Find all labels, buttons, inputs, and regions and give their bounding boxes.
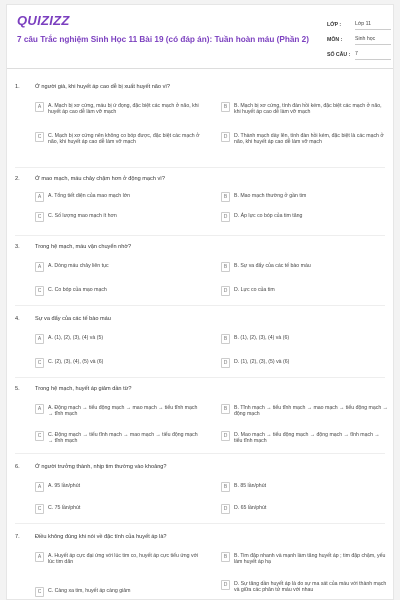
option-text: C. (2), (3), (4), (5) và (6) bbox=[48, 359, 104, 365]
option-c[interactable] bbox=[35, 588, 203, 597]
option-letter-box: A bbox=[35, 262, 44, 272]
meta-row-subject bbox=[327, 30, 391, 45]
option-letter-box: C bbox=[35, 132, 44, 142]
question-4 bbox=[7, 313, 394, 366]
option-b[interactable] bbox=[221, 193, 389, 202]
divider bbox=[15, 523, 385, 524]
option-text: C. Co bóp của mạo mạch bbox=[48, 287, 107, 293]
option-letter-box: D bbox=[221, 580, 230, 590]
option-a[interactable] bbox=[35, 405, 203, 418]
option-text: B. Tim đập nhanh và mạnh làm tăng huyết áp ; tim đập chậm, yếu làm huyết áp hạ bbox=[234, 553, 386, 566]
divider bbox=[15, 235, 385, 236]
question-text: Trong hệ mạch, huyết áp giảm dần từ? bbox=[35, 386, 132, 392]
quizizz-logo: QUIZIZZ bbox=[17, 13, 70, 28]
question-text: Ở người trưởng thành, nhịp tim thường vào khoảng? bbox=[35, 464, 167, 470]
option-letter-box: A bbox=[35, 102, 44, 112]
question-1 bbox=[7, 81, 394, 146]
option-c[interactable] bbox=[35, 359, 203, 368]
option-b[interactable] bbox=[221, 335, 389, 344]
divider bbox=[15, 305, 385, 306]
option-text: A. 95 lần/phút bbox=[48, 483, 81, 489]
option-letter-box: A bbox=[35, 404, 44, 414]
divider bbox=[15, 453, 385, 454]
option-c[interactable] bbox=[35, 287, 203, 296]
meta-key: SỐ CÂU : bbox=[327, 52, 351, 58]
option-text: B. Mao mạch thường ở gần tim bbox=[234, 193, 307, 199]
question-number: 6. bbox=[15, 464, 20, 470]
option-letter-box: B bbox=[221, 102, 230, 112]
option-c[interactable] bbox=[35, 213, 203, 222]
question-7 bbox=[7, 531, 394, 595]
option-a[interactable] bbox=[35, 263, 203, 272]
question-number: 5. bbox=[15, 386, 20, 392]
meta-info bbox=[327, 15, 391, 60]
option-letter-box: D bbox=[221, 212, 230, 222]
option-text: A. (1), (2), (3), (4) và (5) bbox=[48, 335, 104, 341]
question-text: Ở người già, khi huyết áp cao dễ bị xuất huyết não vì? bbox=[35, 84, 171, 90]
option-a[interactable] bbox=[35, 553, 203, 566]
option-text: B. Tĩnh mạch → tiểu tĩnh mạch → mao mạch → tiểu động mạch → động mạch bbox=[234, 405, 388, 418]
option-text: A. Tổng tiết diện của mao mạch lớn bbox=[48, 193, 131, 199]
worksheet-page bbox=[6, 4, 394, 600]
question-2 bbox=[7, 173, 394, 220]
option-letter-box: C bbox=[35, 358, 44, 368]
question-text: Trong hệ mạch, máu vận chuyển nhờ? bbox=[35, 244, 132, 250]
option-d[interactable] bbox=[221, 581, 389, 594]
option-c[interactable] bbox=[35, 133, 203, 146]
option-text: A. Dòng máu chảy liên tục bbox=[48, 263, 109, 269]
option-letter-box: B bbox=[221, 482, 230, 492]
question-number: 3. bbox=[15, 244, 20, 250]
option-a[interactable] bbox=[35, 193, 203, 202]
option-c[interactable] bbox=[35, 505, 203, 514]
option-text: B. 85 lần/phút bbox=[234, 483, 267, 489]
question-6 bbox=[7, 461, 394, 512]
option-d[interactable] bbox=[221, 287, 389, 296]
option-b[interactable] bbox=[221, 483, 389, 492]
option-a[interactable] bbox=[35, 335, 203, 344]
option-d[interactable] bbox=[221, 505, 389, 514]
question-text: Ở mao mạch, máu chảy chậm hơn ở động mạch vì? bbox=[35, 176, 165, 182]
option-text: D. Thành mạch dày lên, tính đàn hồi kém, đặc biệt là các mạch ở não, khi huyết áp cao dễ làm vỡ mạch bbox=[234, 133, 384, 146]
option-text: D. (1), (2), (3), (5) và (6) bbox=[234, 359, 290, 365]
divider bbox=[15, 167, 385, 168]
option-text: D. Lực co của tim bbox=[234, 287, 275, 293]
option-letter-box: C bbox=[35, 431, 44, 441]
option-letter-box: A bbox=[35, 552, 44, 562]
meta-key: LỚP : bbox=[327, 22, 342, 28]
question-text: Sự va đẩy của các tế bào máu bbox=[35, 316, 111, 322]
option-letter-box: B bbox=[221, 552, 230, 562]
option-text: B. (1), (2), (3), (4) và (6) bbox=[234, 335, 290, 341]
option-text: C. Động mạch → tiểu tĩnh mạch → mao mạch → tiểu động mạch → tĩnh mạch bbox=[48, 432, 198, 445]
question-5 bbox=[7, 383, 394, 445]
option-text: C. 75 lần/phút bbox=[48, 505, 81, 511]
option-text: D. 65 lần/phút bbox=[234, 505, 267, 511]
option-letter-box: C bbox=[35, 587, 44, 597]
option-text: A. Mạch bị xơ cứng, máu bị ứ đọng, đặc biệt các mạch ở não, khi huyết áp cao dễ làm vỡ mạch bbox=[48, 103, 199, 116]
question-number: 2. bbox=[15, 176, 20, 182]
option-letter-box: B bbox=[221, 404, 230, 414]
option-letter-box: C bbox=[35, 286, 44, 296]
option-a[interactable] bbox=[35, 483, 203, 492]
meta-key: MÔN : bbox=[327, 37, 343, 43]
page-title: 7 câu Trắc nghiệm Sinh Học 11 Bài 19 (có đáp án): Tuần hoàn máu (Phần 2) bbox=[17, 35, 309, 44]
option-b[interactable] bbox=[221, 405, 389, 418]
option-letter-box: D bbox=[221, 358, 230, 368]
option-text: A. Động mạch → tiểu động mạch → mao mạch → tiểu tĩnh mạch → tĩnh mạch bbox=[48, 405, 198, 418]
option-b[interactable] bbox=[221, 103, 389, 116]
question-text: Điều không đúng khi nói về đặc tính của huyết áp là? bbox=[35, 534, 167, 540]
option-letter-box: A bbox=[35, 482, 44, 492]
option-b[interactable] bbox=[221, 263, 389, 272]
option-a[interactable] bbox=[35, 103, 203, 116]
question-number: 1. bbox=[15, 84, 20, 90]
option-letter-box: D bbox=[221, 286, 230, 296]
option-text: C. Số lượng mao mạch ít hơn bbox=[48, 213, 117, 219]
option-letter-box: A bbox=[35, 192, 44, 202]
option-c[interactable] bbox=[35, 432, 203, 445]
option-text: D. Sự tăng dần huyết áp là do sự ma sát của máu với thành mạch và giữa các phân tử máu với nhau bbox=[234, 581, 387, 594]
question-number: 7. bbox=[15, 534, 20, 540]
option-b[interactable] bbox=[221, 553, 389, 566]
option-d[interactable] bbox=[221, 133, 389, 146]
option-text: C. Mạch bị xơ cứng nên không co bóp được, đặc biệt các mạch ở não, khi huyết áp cao dễ làm vỡ mạch bbox=[48, 133, 200, 146]
option-text: C. Càng xa tim, huyết áp càng giảm bbox=[48, 588, 131, 594]
meta-value: 7 bbox=[355, 51, 391, 60]
meta-value: Sinh học bbox=[355, 36, 391, 45]
option-letter-box: C bbox=[35, 212, 44, 222]
option-letter-box: B bbox=[221, 334, 230, 344]
option-letter-box: A bbox=[35, 334, 44, 344]
meta-row-class bbox=[327, 15, 391, 30]
option-d[interactable] bbox=[221, 359, 389, 368]
meta-value: Lớp 11 bbox=[355, 21, 391, 30]
option-text: B. Mạch bị xơ cứng, tính đàn hồi kém, đặc biệt các mạch ở não, khi huyết áp cao dễ làm vỡ mạch bbox=[234, 103, 382, 116]
option-letter-box: B bbox=[221, 262, 230, 272]
worksheet-header bbox=[7, 5, 393, 69]
option-text: D. Áp lực co bóp của tim tăng bbox=[234, 213, 303, 219]
option-text: A. Huyết áp cực đại ứng với lúc tim co, huyết áp cực tiểu ứng với lúc tim dãn bbox=[48, 553, 199, 566]
option-text: D. Mao mạch → tiểu động mạch → động mạch → tĩnh mạch → tiểu tĩnh mạch bbox=[234, 432, 380, 445]
option-letter-box: D bbox=[221, 431, 230, 441]
divider bbox=[15, 377, 385, 378]
option-letter-box: C bbox=[35, 504, 44, 514]
option-letter-box: D bbox=[221, 504, 230, 514]
option-letter-box: B bbox=[221, 192, 230, 202]
question-3 bbox=[7, 241, 394, 294]
meta-row-count bbox=[327, 45, 391, 60]
question-number: 4. bbox=[15, 316, 20, 322]
option-letter-box: D bbox=[221, 132, 230, 142]
option-d[interactable] bbox=[221, 432, 389, 445]
option-d[interactable] bbox=[221, 213, 389, 222]
option-text: B. Sự va đẩy của các tế bào máu bbox=[234, 263, 311, 269]
